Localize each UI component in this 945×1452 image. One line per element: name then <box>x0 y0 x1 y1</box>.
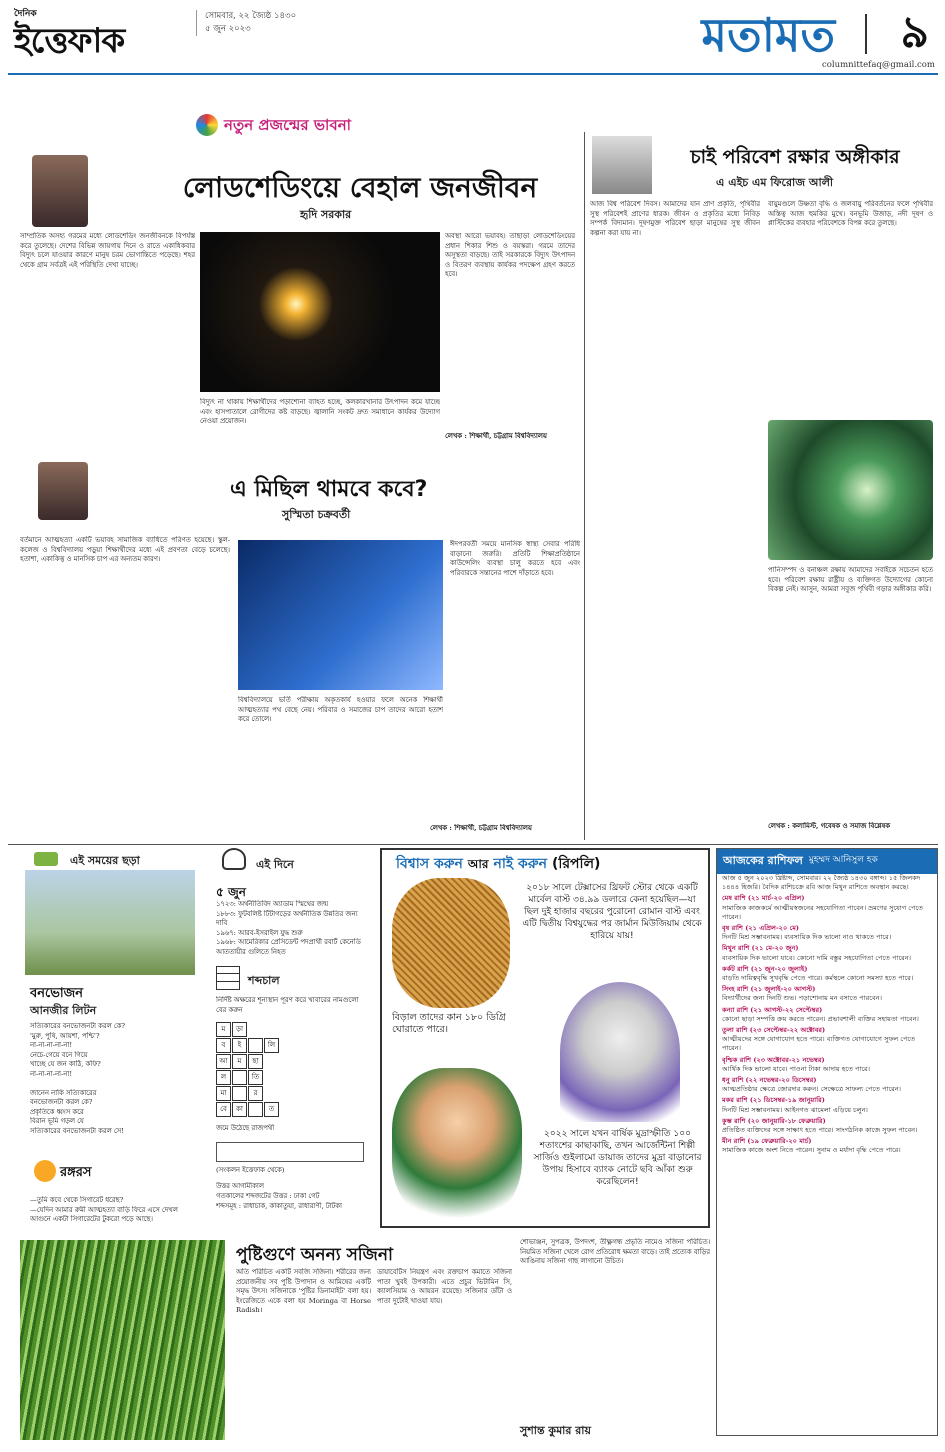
rashi-item: মকর রাশি (২১ ডিসেম্বর-১৯ জানুয়ারি) দিনটি মিশ্র সম্ভাবনাময়। আইনগত ঝামেলা এড়িয়ে চলুন। <box>722 1096 868 1114</box>
ripley-heading <box>396 852 696 874</box>
joke-line: —তুমি কবে থেকে সিগারেট ধরেছ? <box>30 1196 124 1204</box>
rashi-item: কুম্ভ রাশি (২০ জানুয়ারি-১৮ ফেব্রুয়ারি) প্রতিষ্ঠিত ব্যক্তিদের সঙ্গে সাক্ষাৎ হতে পারে। সাংগঠনিক কাজে সুফল পাবেন। <box>722 1116 918 1135</box>
poet-name: আনজীর লিটন <box>30 1004 97 1017</box>
article2-title: চাই পরিবেশ রক্ষার অঙ্গীকার <box>690 146 900 168</box>
shobdojol-answer-label: উত্তর আগামীকাল <box>216 1182 264 1190</box>
rashi-title: আজকের রাশিফল <box>723 854 803 867</box>
grid-blank <box>264 1070 279 1085</box>
grid-blank <box>280 1086 295 1101</box>
grid-cell[interactable]: মা <box>216 1086 231 1101</box>
poem-line: খাচ্ছে যে জন কাঠি, কফি? <box>30 1060 101 1069</box>
grid-cell[interactable]: ম <box>232 1054 247 1069</box>
event-item: ১৯৬৭: আরব-ইসরাইল যুদ্ধ শুরু <box>216 928 303 937</box>
sad-silhouette-image <box>238 540 443 690</box>
chhora-section-title: এই সময়ের ছড়া <box>70 854 140 867</box>
ripley-title-b: আর <box>467 857 489 871</box>
rashi-item: মেষ রাশি (২১ মার্চ-২০ এপ্রিল) সামাজিক কাজকর্মে আত্মীয়স্বজনের সহযোগিতা পাবেন। ভ্রমণের সুযোগ পেতে পারেন। <box>722 894 924 921</box>
article3-footer: লেখক : শিক্ষার্থী, চট্টগ্রাম বিশ্ববিদ্যালয় <box>430 824 532 832</box>
email-link[interactable]: columnittefaq@gmail.com <box>822 60 935 70</box>
article2-footer: লেখক : কলামিস্ট, গবেষক ও সমাজ বিশ্লেষক <box>768 822 890 830</box>
grid-blank <box>248 1022 263 1037</box>
poem-line: বনভোজনটা করল কে? <box>30 1098 93 1107</box>
joke-line: —যেদিন আমার রুমী আত্মহত্যা বাড়ি ফিরে এসে দেখল <box>30 1205 178 1214</box>
article4-body-left: অতি পরিচিত একটি সবজি সজিনা। শরীরের জন্য প্রয়োজনীয় সব পুষ্টি উপাদান ও আমিষের একটি সমৃদ্ধ উৎস। সজিনাকে 'পুষ্টির ডিনামাইট' বলা হয়। ইংরেজিতে একে বলা হয় Moringa বা Horse Radish। <box>236 1268 371 1315</box>
article2-body-col3: পানিসম্পদ ও বনাঞ্চল রক্ষায় আমাদের সবাইকে সচেতন হতে হবে। পরিবেশ রক্ষায় রাষ্ট্রীয় ও ব্যক্তিগত উদ্যোগের কোনো বিকল্প নেই। আসুন, আমরা সবুজ পৃথিবী গড়ার অঙ্গীকার করি। <box>768 566 933 594</box>
grid-blank <box>280 1054 295 1069</box>
poem-body <box>30 1022 210 1137</box>
grid-cell[interactable]: লি <box>264 1038 279 1053</box>
grid-cell[interactable]: কা <box>232 1102 247 1117</box>
article4-author: সুশান্ত কুমার রায় <box>520 1424 591 1437</box>
banner-icon <box>196 114 218 136</box>
rashi-item: সিংহ রাশি (২১ জুলাই-২০ আগস্ট) বিদ্যার্থীদের জন্য দিনটি শুভ। পড়াশোনায় মন বসাতে পারবেন। <box>722 985 882 1003</box>
rashi-intro: আজ ৫ জুন ২০২৩ খ্রিষ্টাব্দ, সোমবার। ২২ জ্যৈষ্ঠ ১৪৩০ বঙ্গাব্দ। ১৫ জিলকদ ১৪৪৪ হিজরি। বৈদিক রাশিচক্রে রবি আজ মিথুন রাশিতে অবস্থান করছে। <box>722 874 921 892</box>
paper-name: ইত্তেফাক <box>14 21 125 61</box>
grid-blank <box>280 1022 295 1037</box>
article1-footer: লেখক : শিক্ষার্থী, চট্টগ্রাম বিশ্ববিদ্যালয় <box>445 432 547 440</box>
article3-body-left: বর্তমানে আত্মহত্যা একটি ভয়াবহ সামাজিক ব্যাধিতে পরিণত হয়েছে। স্কুল-কলেজ ও বিশ্ববিদ্যালয় পড়ুয়া শিক্ষার্থীদের মধ্যে এই প্রবণতা বেড়ে চলেছে। হতাশা, একাকিত্ব ও মানসিক চাপ এর অন্যতম কারণ। <box>20 536 230 564</box>
article1-title: লোডশেডিংয়ে বেহাল জনজীবন <box>182 171 538 204</box>
grid-cell[interactable]: ত <box>264 1102 279 1117</box>
author-photo-hridi <box>32 155 88 227</box>
pen-icon <box>34 852 58 866</box>
poem-line: 'মুরু, পুষি, আয়শা, পশ্চি'? <box>30 1031 100 1040</box>
page-number: ৯ <box>900 7 929 58</box>
shobdojol-hint: জমে উঠেছে রাজপথী <box>216 1124 275 1132</box>
grid-blank <box>280 1070 295 1085</box>
article1-author: হৃদি সরকার <box>300 208 352 221</box>
grid-cell[interactable]: র <box>248 1086 263 1101</box>
event-item: ১৮৮৩: ফুটবলিষ্ট টিটাগড়ের অর্থনীতিক উন্নতির জন্য দাবি <box>216 909 358 928</box>
author-photo-firoz <box>592 136 652 194</box>
answer-box[interactable] <box>216 1142 364 1162</box>
grid-blank <box>280 1102 295 1117</box>
grid-cell[interactable]: ল <box>216 1070 231 1085</box>
crossword-grid <box>216 1022 311 1117</box>
rashi-item: মিথুন রাশি (২১ মে-২০ জুন) ব্যবসায়িক দিক ভালো যাবে। কোনো দামি বস্তুর সহযোগিতা পেতে পারেন। <box>722 944 912 962</box>
rashi-item: বৃশ্চিক রাশি (২৩ অক্টোবর-২১ নভেম্বর) আর্থিক দিক ভালো যাবে। পাওনা টাকা আদায় হতে পারে। <box>722 1055 871 1073</box>
article4-body-mid: ডায়াবেটিস নিয়ন্ত্রণ এবং রক্তচাপ কমাতে সজিনা পাতা খুবই উপকারী। এতে প্রচুর ভিটামিন সি, ক্যালসিয়াম ও আয়রন রয়েছে। সজিনার ডাঁটা ও পাতা দুটোই খাওয়া যায়। <box>377 1268 512 1305</box>
article2-body-col2: বায়ুমণ্ডলে উষ্ণতা বৃদ্ধি ও জলবায়ু পরিবর্তনের ফলে পৃথিবীর অস্তিত্ব আজ হুমকির মুখে। বনভূমি উজাড়, নদী দূষণ ও প্লাস্টিকের ব্যবহার পরিবেশকে বিপন্ন করে তুলছে। <box>768 200 933 228</box>
cat-illustration <box>392 878 510 1008</box>
mask-icon <box>34 1160 56 1182</box>
green-globe-image <box>768 420 933 560</box>
rashi-item: তুলা রাশি (২৩ সেপ্টেম্বর-২২ অক্টোবর) আত্মীয়দের সঙ্গে যোগাযোগ হতে পারে। ব্যক্তিগত যোগাযোগে সুফল পেতে পারেন। <box>722 1026 916 1053</box>
article1-body-mid: বিদ্যুৎ না থাকায় শিক্ষার্থীদের পড়াশোনা ব্যাহত হচ্ছে, কলকারখানার উৎপাদন কমে যাচ্ছে এবং হাসপাতালে রোগীদের কষ্ট বাড়ছে। জ্বালানি সংকট দ্রুত সমাধানে কার্যকর উদ্যোগ নেওয়া প্রয়োজন। <box>200 398 440 426</box>
rashi-list <box>722 874 932 1158</box>
grid-cell[interactable]: ই <box>232 1038 247 1053</box>
date-line-1: সোমবার, ২২ জ্যৈষ্ঠ ১৪৩০ <box>205 11 297 21</box>
grid-blank <box>296 1102 311 1117</box>
grid-blank <box>296 1070 311 1085</box>
grid-cell[interactable] <box>232 1086 247 1101</box>
date-block <box>196 10 296 36</box>
drumstick-plant-image <box>20 1240 225 1440</box>
poem-line: নেচে-গেয়ে বনে গিয়ে <box>30 1050 88 1059</box>
poem-line: না-না-না-না-না! <box>30 1069 73 1078</box>
grid-blank <box>280 1038 295 1053</box>
grid-cell[interactable]: ব <box>216 1038 231 1053</box>
rashi-item: ধনু রাশি (২২ নভেম্বর-২০ ডিসেম্বর) আত্মপ্রতিষ্ঠার ক্ষেত্রে জোরদার করুন। সেক্ষেত্রে সাফল্য পেতে পারেন। <box>722 1076 902 1094</box>
masthead-logo <box>14 6 164 68</box>
poem-line: সত্যিকারের বনভোজনটা করল সে! <box>30 1126 124 1135</box>
ei-dine-date: ৫ জুন <box>216 885 246 899</box>
shobdojol-prev-words: শব্দসমূহ : রাধাচাক, কাকাতুয়া, রাধারাণী, টাটকা <box>216 1202 342 1210</box>
poem-title: বনভোজন <box>30 986 84 1001</box>
event-item: ১৭২৩: অর্থনীতিবিদ অ্যাডাম স্মিথের জন্ম <box>216 900 329 908</box>
grid-cell[interactable]: তি <box>248 1070 263 1085</box>
grid-blank <box>296 1054 311 1069</box>
shobdojol-title: শব্দচাল <box>248 974 280 987</box>
grid-blank <box>264 1054 279 1069</box>
article2-author: এ এইচ এম ফিরোজ আলী <box>716 176 834 189</box>
shobdojol-source: (সংকলন ইত্তেফাক থেকে) <box>216 1166 285 1174</box>
article4-body-right: শোভাঞ্জন, সুপত্রক, উপদংশ, তীক্ষ্ণগন্ধ প্রভৃতি নামেও সজিনা পরিচিত। নিয়মিত সজিনা খেলে রোগ প্রতিরোধ ক্ষমতা বাড়ে। তাই প্রত্যেক বাড়ির আঙিনায় সজিনা গাছ লাগানো উচিত। <box>520 1238 710 1266</box>
poem-line: না-না-না-না-না! <box>30 1041 73 1050</box>
rashi-item: মীন রাশি (১৯ ফেব্রুয়ারি-২০ মার্চ) সামাজিক কাজে অংশ নিতে পারেন। সুনাম ও মর্যাদা বৃদ্ধি পেতে পারে। <box>722 1137 901 1155</box>
grid-cell[interactable]: ড়া <box>232 1022 247 1037</box>
lightbulb-candle-image <box>200 232 440 392</box>
poem-line: সত্যিকারের বনভোজনটা করল কে? <box>30 1022 126 1030</box>
rongros-title: রঙ্গরস <box>60 1165 92 1180</box>
article2-body-col1: আজ বিশ্ব পরিবেশ দিবস। আমাদের যান প্রাণ প্রকৃতি, পৃথিবীর সুস্থ পরিবেশই প্রাণের ধারক। জীবন ও প্রকৃতির মধ্যে নিবিড় সম্পর্ক বিদ্যমান। দূষণমুক্ত পরিবেশ ছাড়া মানুষের সুস্থ জীবন কল্পনা করা যায় না। <box>590 200 760 237</box>
banner-title: নতুন প্রজন্মের ভাবনা <box>224 116 352 134</box>
roman-bust-illustration <box>560 982 680 1122</box>
joke-line: আগুনে একটা সিগারেটের টুকরো পড়ে আছে। <box>30 1215 153 1224</box>
section-rule <box>8 844 938 845</box>
forest-illustration <box>25 870 195 975</box>
article1-body-right: অবস্থা আরো ভয়াবহ। তাছাড়া লোডশেডিংয়ের প্রধান শিকার শিশু ও বয়স্করা। গরমে তাদের অসুস্থতা বাড়ছে। তাই সরকারকে বিদ্যুৎ উৎপাদন ও বিতরণ ব্যবস্থায় কার্যকর পদক্ষেপ গ্রহণ করতে হবে। <box>445 232 575 279</box>
ei-dine-title: এই দিনে <box>256 858 294 871</box>
grid-blank <box>264 1022 279 1037</box>
grid-blank <box>264 1086 279 1101</box>
grid-cell[interactable]: ছা <box>248 1054 263 1069</box>
poem-line: বিরান ভূমি গড়ল যে <box>30 1117 84 1126</box>
ei-dine-events <box>216 900 366 958</box>
ripley-title-d: (রিপলি) <box>551 856 601 872</box>
grid-blank <box>296 1086 311 1101</box>
grid-cell[interactable] <box>232 1070 247 1085</box>
paper-name-small: দৈনিক <box>14 9 37 19</box>
article3-title: এ মিছিল থামবে কবে? <box>230 477 428 502</box>
date-line-2: ৫ জুন ২০২৩ <box>205 24 251 34</box>
masthead-divider <box>865 14 867 54</box>
grid-cell[interactable] <box>248 1102 263 1117</box>
grid-blank <box>296 1022 311 1037</box>
grid-cell[interactable] <box>248 1038 263 1053</box>
author-photo-susmita <box>38 462 88 520</box>
article4-title: পুষ্টিগুণে অনন্য সজিনা <box>236 1245 393 1265</box>
rashi-author: মুহম্মদ আনিসুল হক <box>808 855 878 865</box>
section-title: মতামত <box>701 8 835 62</box>
article3-author: সুস্মিতা চক্রবর্তী <box>282 508 351 521</box>
rashi-item: কর্কট রাশি (২১ জুন-২০ জুলাই) বাড়তি দায়িত্ববৃদ্ধি সুখবৃদ্ধি পেতে পারে। কর্মস্থলে কোনো সমস্যা হতে পারে। <box>722 964 914 983</box>
ripley-title-a: বিশ্বাস করুন <box>396 856 463 872</box>
shobdojol-instruction: নির্দিষ্ট অক্ষরের শূন্যস্থান পূরণ করে খাবারের নামগুলো বের করুন <box>216 996 359 1014</box>
poem-line: জানেন নাকি সত্যিকারের <box>30 1088 97 1097</box>
grid-cell[interactable]: আ <box>216 1054 231 1069</box>
ripley-title-c: নাই করুন <box>493 856 547 872</box>
article3-body-right: ঈদপরবর্তী সময়ে মানসিক স্বাস্থ্য সেবার পরিধি বাড়ানো জরুরি। প্রতিটি শিক্ষাপ্রতিষ্ঠানে কাউন্সেলিং ব্যবস্থা চালু করতে হবে এবং পরিবারকে সন্তানের পাশে দাঁড়াতে হবে। <box>450 540 580 577</box>
grid-blank <box>296 1038 311 1053</box>
ripley-fact-1: ২০১৮ সালে টেক্সাসের থ্রিফট স্টোর থেকে একটি মার্বেল বাস্ট ৩৪.৯৯ ডলারে কেনা হয়েছিল—যা ছিল দুই হাজার বছরের পুরোনো রোমান বাস্ট এবং এটি দ্বিতীয় বিশ্বযুদ্ধের পর জার্মান মিউজিয়াম থেকে হারিয়ে যায়! <box>522 883 702 941</box>
rashi-item: কন্যা রাশি (২১ আগস্ট-২২ সেপ্টেম্বর) কোনো ছাড়া সম্পত্তি ক্রয় করতে পারেন। প্রভাবশালী ব্যক্তির সহায়তা পাবেন। <box>722 1005 919 1023</box>
grid-cell[interactable]: ম <box>216 1022 231 1037</box>
shobdojol-prev-answer: গতকালের শব্দজটের উত্তর : ঢাকা গেট <box>216 1192 320 1200</box>
crossword-icon <box>216 966 240 990</box>
article1-body-left: সাম্প্রতিক অসহ্য গরমের মধ্যে লোডশেডিং জনজীবনকে বিপর্যস্ত করে তুলেছে। দেশের বিভিন্ন জায়গায় দিনে ও রাতে একাধিকবার বিদ্যুৎ চলে যাওয়ার কারণে মানুষ চরম ভোগান্তিতে পড়েছে। শহর থেকে গ্রাম সর্বত্রই এই পরিস্থিতি দেখা যাচ্ছে। <box>20 232 195 269</box>
artist-banknote-illustration <box>392 1068 522 1223</box>
rashi-item: বৃষ রাশি (২১ এপ্রিল-২০ মে) দিনটি মিশ্র সম্ভাবনাময়। ব্যবসায়িক দিক ভালো নাও থাকতে পারে। <box>722 924 892 942</box>
masthead-rule <box>8 73 938 75</box>
hand-icon <box>222 848 246 870</box>
ripley-fact-2: বিড়াল তাদের কান ১৮০ ডিগ্রি ঘোরাতে পারে। <box>392 1012 506 1035</box>
grid-cell[interactable]: বে <box>216 1102 231 1117</box>
ripley-fact-3: ২০২২ সালে যখন বার্ষিক মুদ্রাস্ফীতি ১০০ শতাংশের কাছাকাছি, তখন আর্জেন্টিনা শিল্পী সার্জিও গুইলামো ডায়াজ তাদের মুদ্রা বাড়ানোর উপায় হিসাবে ব্যাংক নোটে ছবি আঁকা শুরু করেছিলেন! <box>533 1129 702 1187</box>
rashi-header <box>717 849 937 874</box>
poem-line: প্রকৃতিকে ধ্বংস করে <box>30 1107 84 1116</box>
article3-body-mid: বিশ্ববিদ্যালয়ে ভর্তি পরীক্ষায় অকৃতকার্য হওয়ার ফলে অনেক শিক্ষার্থী আত্মহত্যার পথ বেছে নেয়। পরিবার ও সমাজের চাপ তাদের আরো হতাশ করে তোলে। <box>238 696 443 724</box>
event-item: ১৯৬৮: আমেরিকার প্রেসিডেন্ট পদপ্রার্থী রবার্ট কেনেডি আততায়ীর গুলিতে নিহত <box>216 938 361 956</box>
poem-line <box>30 1080 210 1089</box>
